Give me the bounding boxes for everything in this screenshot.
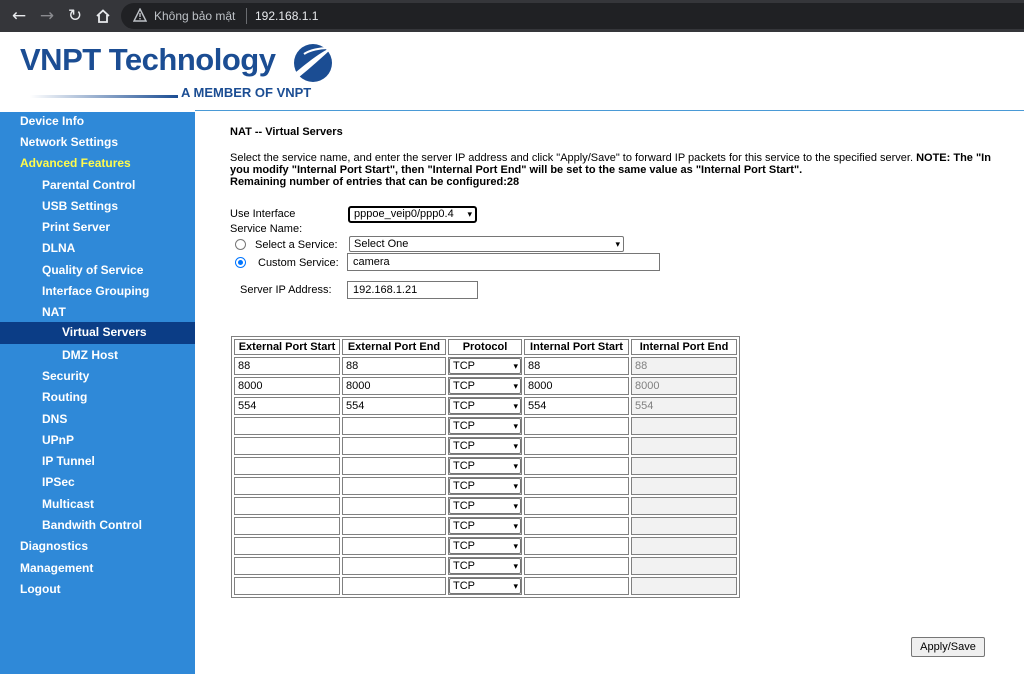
internal-port-end-input[interactable]	[632, 478, 736, 494]
internal-port-end-input[interactable]	[632, 458, 736, 474]
internal-port-end-input[interactable]	[632, 558, 736, 574]
external-port-end-cell	[342, 537, 446, 555]
protocol-select[interactable]	[449, 578, 521, 594]
protocol-cell	[448, 557, 522, 575]
sidebar-item-dmz-host[interactable]: DMZ Host	[62, 348, 118, 362]
protocol-cell	[448, 477, 522, 495]
select-service-dropdown[interactable]	[349, 236, 624, 252]
custom-service-input[interactable]: camera	[347, 253, 660, 271]
external-port-end-input[interactable]: 88	[346, 360, 359, 372]
internal-port-end-input[interactable]	[632, 538, 736, 554]
protocol-cell	[448, 497, 522, 515]
internal-port-end-cell	[631, 397, 737, 415]
url-text[interactable]: 192.168.1.1	[255, 9, 319, 23]
protocol-select[interactable]	[449, 358, 521, 374]
protocol-value: TCP	[453, 480, 475, 492]
external-port-start-cell	[234, 497, 340, 515]
external-port-start-cell	[234, 457, 340, 475]
external-port-end-cell	[342, 357, 446, 375]
protocol-select[interactable]	[449, 418, 521, 434]
sidebar-item-routing[interactable]: Routing	[42, 390, 88, 404]
external-port-start-cell	[234, 397, 340, 415]
protocol-value: TCP	[453, 360, 475, 372]
vnpt-logo-icon	[290, 42, 336, 84]
internal-port-start-cell	[524, 537, 629, 555]
address-bar[interactable]	[121, 3, 1024, 29]
description-line-2: you modify "Internal Port Start", then "Internal Port End" will be set to the same value as "Internal Port Start".	[230, 164, 803, 176]
external-port-start-input[interactable]	[235, 418, 339, 434]
internal-port-start-cell	[524, 577, 629, 595]
internal-port-start-input[interactable]	[525, 458, 628, 474]
protocol-value: TCP	[453, 440, 475, 452]
sidebar-item-bandwith-control[interactable]: Bandwith Control	[42, 518, 142, 532]
sidebar-item-interface-grouping[interactable]: Interface Grouping	[42, 284, 150, 298]
internal-port-start-cell	[524, 437, 629, 455]
external-port-end-cell	[342, 557, 446, 575]
internal-port-start-cell	[524, 517, 629, 535]
select-service-label: Select a Service:	[255, 239, 338, 251]
external-port-end-cell	[342, 437, 446, 455]
external-port-start-cell	[234, 477, 340, 495]
chevron-down-icon: ▾	[513, 542, 518, 552]
external-port-start-input[interactable]	[235, 578, 339, 594]
protocol-value: TCP	[453, 500, 475, 512]
sidebar-item-management[interactable]: Management	[20, 561, 94, 575]
sidebar-item-dns[interactable]: DNS	[42, 412, 68, 426]
internal-port-start-input[interactable]: 554	[528, 400, 547, 412]
external-port-end-input[interactable]	[343, 518, 445, 534]
external-port-end-cell	[342, 477, 446, 495]
internal-port-end-cell	[631, 477, 737, 495]
chevron-down-icon: ▾	[513, 562, 518, 572]
protocol-cell	[448, 397, 522, 415]
table-row	[234, 397, 737, 415]
internal-port-start-cell	[524, 417, 629, 435]
protocol-cell	[448, 377, 522, 395]
protocol-cell	[448, 577, 522, 595]
internal-port-end-cell	[631, 457, 737, 475]
internal-port-start-input[interactable]	[525, 438, 628, 454]
external-port-start-input[interactable]	[235, 478, 339, 494]
internal-port-start-input[interactable]: 88	[528, 360, 541, 372]
chevron-down-icon: ▾	[513, 402, 518, 412]
back-arrow-icon[interactable]: ←	[11, 6, 27, 26]
column-header: Internal Port Start	[524, 339, 629, 355]
external-port-start-input[interactable]	[235, 438, 339, 454]
protocol-value: TCP	[453, 380, 475, 392]
description-note: NOTE: The "In	[916, 152, 991, 164]
sidebar-item-security[interactable]: Security	[42, 369, 90, 383]
internal-port-start-cell	[524, 477, 629, 495]
external-port-start-input[interactable]: 554	[238, 400, 257, 412]
sidebar-item-diagnostics[interactable]: Diagnostics	[20, 539, 89, 553]
protocol-cell	[448, 517, 522, 535]
sidebar-item-logout[interactable]: Logout	[20, 582, 61, 596]
chevron-down-icon: ▾	[513, 362, 518, 372]
protocol-value: TCP	[453, 520, 475, 532]
sidebar-item-multicast[interactable]: Multicast	[42, 497, 95, 511]
internal-port-end-input[interactable]	[632, 578, 736, 594]
chevron-down-icon: ▾	[513, 462, 518, 472]
logo-title: VNPT Technology	[20, 42, 276, 77]
custom-service-label: Custom Service:	[258, 257, 339, 269]
table-row	[234, 497, 737, 515]
internal-port-end-cell	[631, 377, 737, 395]
sidebar	[0, 112, 195, 674]
warning-icon	[133, 8, 147, 22]
table-row	[234, 537, 737, 555]
external-port-start-cell	[234, 537, 340, 555]
protocol-select[interactable]	[449, 518, 521, 534]
internal-port-start-cell	[524, 397, 629, 415]
table-row	[234, 417, 737, 435]
protocol-value: TCP	[453, 560, 475, 572]
internal-port-start-input[interactable]	[525, 418, 628, 434]
external-port-end-cell	[342, 517, 446, 535]
protocol-select[interactable]	[449, 478, 521, 494]
external-port-start-cell	[234, 517, 340, 535]
internal-port-start-input[interactable]	[525, 558, 628, 574]
external-port-start-input[interactable]: 8000	[238, 380, 263, 392]
internal-port-end-input[interactable]	[632, 418, 736, 434]
internal-port-start-input[interactable]	[525, 518, 628, 534]
use-interface-label: Use Interface	[230, 208, 296, 220]
internal-port-end-cell	[631, 497, 737, 515]
external-port-start-cell	[234, 577, 340, 595]
internal-port-start-cell	[524, 357, 629, 375]
external-port-end-input[interactable]	[343, 558, 445, 574]
external-port-end-input[interactable]: 8000	[346, 380, 371, 392]
internal-port-start-input[interactable]	[525, 538, 628, 554]
external-port-start-cell	[234, 417, 340, 435]
external-port-start-input[interactable]	[235, 458, 339, 474]
sidebar-item-quality-of-service[interactable]: Quality of Service	[42, 263, 144, 277]
table-row	[234, 517, 737, 535]
port-mapping-table	[231, 336, 740, 598]
remaining-entries-text: Remaining number of entries that can be configured:28	[230, 176, 520, 188]
use-interface-value: pppoe_veip0/ppp0.4	[354, 208, 454, 220]
reload-icon[interactable]: ↻	[67, 6, 83, 26]
sidebar-item-dlna[interactable]: DLNA	[42, 241, 76, 255]
protocol-cell	[448, 537, 522, 555]
internal-port-end-cell	[631, 557, 737, 575]
table-row	[234, 577, 737, 595]
security-status: Không bảo mật	[154, 9, 236, 23]
table-row	[234, 377, 737, 395]
header-divider	[195, 110, 1024, 111]
internal-port-end-input[interactable]	[632, 438, 736, 454]
sidebar-item-ip-tunnel[interactable]: IP Tunnel	[42, 454, 95, 468]
protocol-value: TCP	[453, 420, 475, 432]
table-row	[234, 357, 737, 375]
chevron-down-icon: ▾	[513, 502, 518, 512]
external-port-end-input[interactable]: 554	[346, 400, 365, 412]
protocol-select[interactable]	[449, 438, 521, 454]
external-port-start-input[interactable]	[235, 538, 339, 554]
internal-port-end-input[interactable]: 554	[632, 398, 736, 414]
external-port-start-cell	[234, 377, 340, 395]
internal-port-start-cell	[524, 377, 629, 395]
server-ip-input[interactable]: 192.168.1.21	[347, 281, 478, 299]
internal-port-start-input[interactable]: 8000	[528, 380, 553, 392]
service-name-label: Service Name:	[230, 223, 303, 235]
chevron-down-icon: ▾	[513, 582, 518, 592]
protocol-cell	[448, 417, 522, 435]
external-port-end-input[interactable]	[343, 478, 445, 494]
internal-port-end-cell	[631, 537, 737, 555]
sidebar-item-usb-settings[interactable]: USB Settings	[42, 199, 119, 213]
description-text: Select the service name, and enter the server IP address and click "Apply/Save" to forward IP packets for this service to the specified server.	[230, 152, 917, 164]
sidebar-item-advanced-features[interactable]: Advanced Features	[20, 156, 131, 170]
column-header: External Port Start	[234, 339, 340, 355]
internal-port-end-cell	[631, 357, 737, 375]
protocol-select[interactable]	[449, 538, 521, 554]
protocol-value: TCP	[453, 400, 475, 412]
protocol-cell	[448, 357, 522, 375]
external-port-end-input[interactable]	[343, 498, 445, 514]
use-interface-select[interactable]	[348, 206, 477, 223]
omnibox-divider	[246, 8, 247, 24]
custom-service-radio[interactable]	[235, 257, 246, 268]
protocol-select[interactable]	[449, 558, 521, 574]
protocol-cell	[448, 457, 522, 475]
internal-port-end-cell	[631, 577, 737, 595]
chevron-down-icon: ▾	[615, 240, 620, 250]
protocol-select[interactable]	[449, 458, 521, 474]
logo-subtitle: A MEMBER OF VNPT	[181, 85, 312, 100]
external-port-start-cell	[234, 357, 340, 375]
chevron-down-icon: ▾	[513, 382, 518, 392]
chevron-down-icon: ▾	[513, 522, 518, 532]
forward-arrow-icon[interactable]: →	[39, 6, 55, 26]
external-port-start-cell	[234, 557, 340, 575]
external-port-end-input[interactable]	[343, 438, 445, 454]
table-row	[234, 557, 737, 575]
internal-port-end-input[interactable]	[632, 518, 736, 534]
table-row	[234, 457, 737, 475]
sidebar-item-print-server[interactable]: Print Server	[42, 220, 111, 234]
logo-underline	[30, 95, 178, 98]
chevron-down-icon: ▾	[513, 422, 518, 432]
protocol-value: TCP	[453, 540, 475, 552]
external-port-end-cell	[342, 397, 446, 415]
browser-toolbar	[0, 0, 1024, 32]
external-port-end-input[interactable]	[343, 418, 445, 434]
external-port-end-cell	[342, 457, 446, 475]
external-port-start-cell	[234, 437, 340, 455]
internal-port-end-cell	[631, 517, 737, 535]
column-header: Internal Port End	[631, 339, 737, 355]
protocol-select[interactable]	[449, 378, 521, 394]
sidebar-item-upnp[interactable]: UPnP	[42, 433, 75, 447]
protocol-cell	[448, 437, 522, 455]
sidebar-item-ipsec[interactable]: IPSec	[42, 475, 75, 489]
sidebar-item-nat[interactable]: NAT	[42, 305, 66, 319]
apply-save-button[interactable]: Apply/Save	[911, 637, 985, 657]
internal-port-end-input[interactable]	[632, 498, 736, 514]
internal-port-end-cell	[631, 437, 737, 455]
chevron-down-icon: ▾	[467, 210, 472, 220]
internal-port-start-cell	[524, 497, 629, 515]
server-ip-label: Server IP Address:	[240, 284, 332, 296]
internal-port-end-input[interactable]: 88	[632, 358, 736, 374]
protocol-value: TCP	[453, 460, 475, 472]
external-port-start-input[interactable]: 88	[238, 360, 251, 372]
column-header: Protocol	[448, 339, 522, 355]
internal-port-start-cell	[524, 557, 629, 575]
protocol-value: TCP	[453, 580, 475, 592]
external-port-end-cell	[342, 377, 446, 395]
home-icon[interactable]	[91, 0, 115, 32]
table-row	[234, 437, 737, 455]
internal-port-start-input[interactable]	[525, 478, 628, 494]
external-port-end-input[interactable]	[343, 578, 445, 594]
internal-port-start-input[interactable]	[525, 578, 628, 594]
internal-port-start-input[interactable]	[525, 498, 628, 514]
external-port-end-input[interactable]	[343, 538, 445, 554]
external-port-start-input[interactable]	[235, 498, 339, 514]
external-port-end-cell	[342, 577, 446, 595]
protocol-select[interactable]	[449, 498, 521, 514]
table-row	[234, 477, 737, 495]
page-title: NAT -- Virtual Servers	[230, 126, 343, 138]
external-port-end-cell	[342, 497, 446, 515]
sidebar-item-network-settings[interactable]: Network Settings	[20, 135, 119, 149]
description-line-1	[230, 152, 1024, 164]
table-header-row	[234, 339, 737, 355]
internal-port-end-cell	[631, 417, 737, 435]
internal-port-end-input[interactable]: 8000	[632, 378, 736, 394]
column-header: External Port End	[342, 339, 446, 355]
page-header	[0, 32, 1024, 112]
sidebar-item-virtual-servers[interactable]: Virtual Servers	[0, 322, 195, 344]
chevron-down-icon: ▾	[513, 442, 518, 452]
select-service-value: Select One	[354, 238, 409, 250]
external-port-start-input[interactable]	[235, 518, 339, 534]
internal-port-start-cell	[524, 457, 629, 475]
external-port-end-input[interactable]	[343, 458, 445, 474]
protocol-select[interactable]	[449, 398, 521, 414]
sidebar-item-parental-control[interactable]: Parental Control	[42, 178, 136, 192]
external-port-end-cell	[342, 417, 446, 435]
sidebar-item-device-info[interactable]: Device Info	[20, 114, 85, 128]
page-description	[230, 152, 1024, 188]
external-port-start-input[interactable]	[235, 558, 339, 574]
select-service-radio[interactable]	[235, 239, 246, 250]
chevron-down-icon: ▾	[513, 482, 518, 492]
